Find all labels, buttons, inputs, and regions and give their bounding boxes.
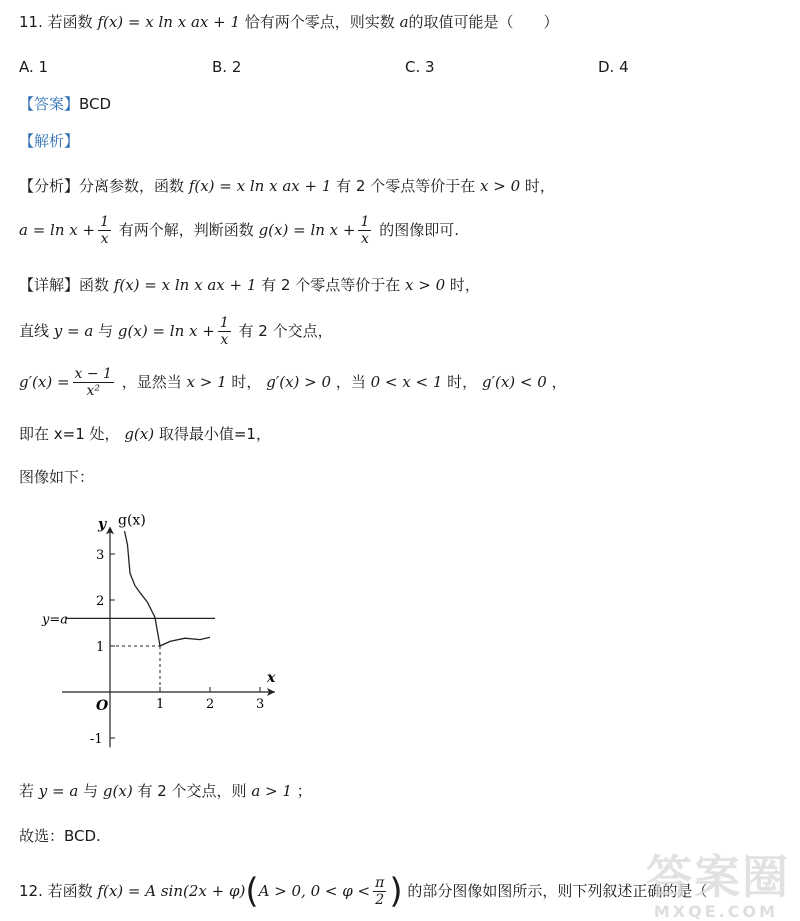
x-tick-label: 3 bbox=[256, 697, 265, 712]
y-tick-label: 1 bbox=[96, 640, 105, 655]
watermark-logo: 答案圈 bbox=[646, 850, 790, 904]
line-y-a: 直线 y = a 与 g(x) = ln x + $\frac{1}{x}$ 有 2 个交点， bbox=[19, 315, 333, 348]
formula: f(x) = A sin(2x + φ) bbox=[97, 882, 246, 900]
formula: f(x) = x ln x ax + 1 bbox=[113, 276, 257, 294]
option-b: B. 2 bbox=[212, 58, 242, 76]
formula: g′(x) = bbox=[19, 373, 70, 391]
fraction: $\frac{1}{x}$ bbox=[100, 214, 109, 247]
answer-tag: 【答案】 bbox=[19, 95, 80, 113]
condition: x > 0 bbox=[405, 276, 446, 294]
curve-g-x bbox=[125, 531, 211, 646]
formula: y = a bbox=[53, 322, 94, 340]
separation-line: a = ln x + $\frac{1}{x}$ 有两个解，判断函数 g(x) = ln x + $\frac{1}{x}$ 的图像即可. bbox=[19, 214, 459, 247]
fraction: $\frac{1}{x}$ bbox=[219, 315, 229, 348]
graph-caption: 图像如下： bbox=[19, 468, 95, 486]
xiangjie-tag: 【详解】 bbox=[19, 276, 80, 294]
min-line: 即在 x=1 处， g(x) 取得最小值=1， bbox=[19, 425, 271, 443]
stem-text: 的取值可能是（ ） bbox=[408, 13, 559, 31]
formula: g(x) = ln x + bbox=[117, 322, 215, 340]
formula: f(x) = x ln x ax + 1 bbox=[188, 177, 332, 195]
question-number: 12. bbox=[19, 882, 43, 900]
formula: g(x) = ln x + bbox=[258, 221, 356, 239]
origin-label: O bbox=[96, 698, 109, 714]
y-axis-label: y bbox=[98, 516, 107, 533]
question-11-stem bbox=[19, 12, 559, 32]
option-c: C. 3 bbox=[405, 58, 435, 76]
watermark-url: MXQE.COM bbox=[653, 902, 778, 921]
x-tick-label: 1 bbox=[156, 697, 165, 712]
y-tick-label: 2 bbox=[96, 594, 105, 609]
xiangjie-line: 【详解】函数 f(x) = x ln x ax + 1 有 2 个零点等价于在 x > 0 时， bbox=[19, 276, 480, 294]
analysis-tag-line bbox=[19, 131, 79, 151]
question-12-stem: 12. 若函数 f(x) = A sin(2x + φ)(A > 0, 0 < φ < $\frac{\pi}{2}$ ) 的部分图像如图所示，则下列叙述正确的是（ bbox=[19, 871, 708, 912]
conclusion-line: 若 y = a 与 g(x) 有 2 个交点，则 a > 1 ； bbox=[19, 782, 312, 800]
y-tick-label: -1 bbox=[90, 732, 103, 747]
fraction: $\frac{\pi}{2}$ bbox=[375, 875, 385, 908]
x-tick-label: 2 bbox=[206, 697, 215, 712]
stem-text: 若函数 bbox=[47, 13, 93, 31]
stem-text: 恰有两个零点，则实数 bbox=[244, 13, 395, 31]
option-a: A. 1 bbox=[19, 58, 49, 76]
variable: a bbox=[399, 13, 409, 31]
fenxi-line: 【分析】分离参数，函数 f(x) = x ln x ax + 1 有 2 个零点等价于在 x > 0 时， bbox=[19, 177, 555, 195]
formula: f(x) = x ln x ax + 1 bbox=[97, 13, 240, 31]
fraction: $\frac{1}{x}$ bbox=[360, 214, 370, 247]
formula: a = ln x + bbox=[19, 221, 96, 239]
answer-value: BCD bbox=[79, 95, 112, 113]
condition: x > 0 bbox=[480, 177, 521, 195]
horizontal-line-label: y=a bbox=[42, 612, 68, 628]
analysis-tag: 【解析】 bbox=[19, 132, 80, 150]
x-axis-label: x bbox=[267, 670, 276, 686]
function-label: g(x) bbox=[118, 512, 146, 529]
derivative-line: g′(x) = $\frac{x - 1}{\text{x²}}$ ，显然当 x > 1 时， g′(x) > 0 ，当 0 < x < 1 时， g′(x) < 0 ， bbox=[19, 366, 567, 399]
fraction: $\frac{x - 1}{\text{x²}}$ bbox=[74, 366, 112, 399]
answer-line bbox=[19, 94, 111, 114]
final-choice: 故选：BCD. bbox=[19, 827, 101, 845]
question-number: 11. bbox=[19, 13, 43, 31]
y-tick-label: 3 bbox=[96, 548, 105, 563]
option-d: D. 4 bbox=[598, 58, 629, 76]
function-graph bbox=[40, 512, 300, 762]
fenxi-tag: 【分析】 bbox=[19, 177, 80, 195]
